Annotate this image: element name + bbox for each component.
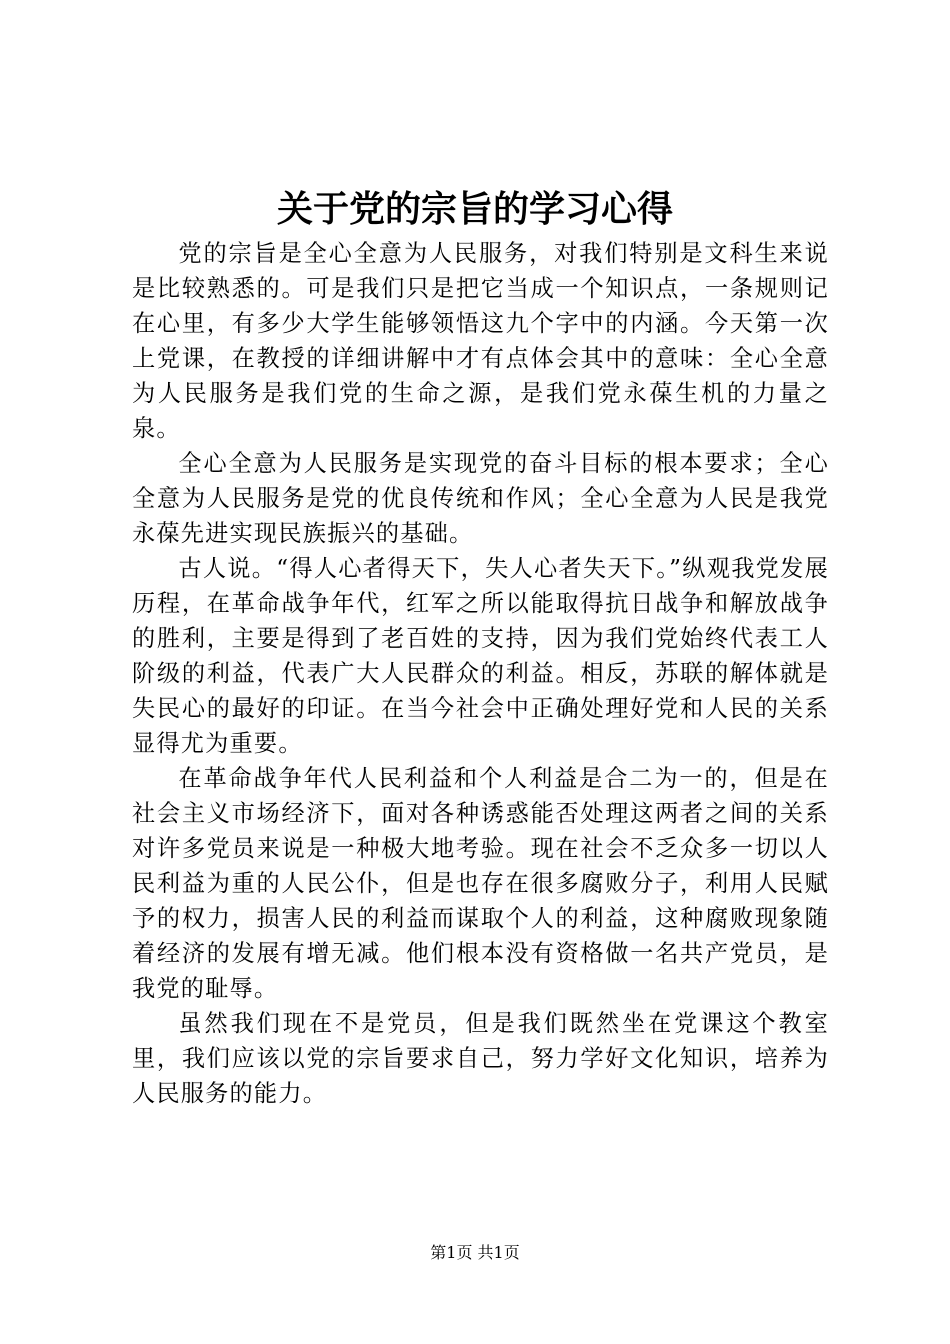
paragraph-5: 虽然我们现在不是党员，但是我们既然坐在党课这个教室里，我们应该以党的宗旨要求自己，努力学好文化知识，培养为人民服务的能力。 [132, 1010, 829, 1107]
paragraph-2: 全心全意为人民服务是实现党的奋斗目标的根本要求；全心全意为人民服务是党的优良传统和作风；全心全意为人民是我党永葆先进实现民族振兴的基础。 [132, 450, 829, 547]
document-body [132, 236, 829, 1111]
document-title: 关于党的宗旨的学习心得 [276, 188, 673, 230]
paragraph-1: 党的宗旨是全心全意为人民服务，对我们特别是文科生来说是比较熟悉的。可是我们只是把它当成一个知识点，一条规则记在心里，有多少大学生能够领悟这九个字中的内涵。今天第一次上党课，在教授的详细讲解中才有点体会其中的意味：全心全意为人民服务是我们党的生命之源，是我们党永葆生机的力量之泉。 [132, 240, 829, 442]
paragraph-4: 在革命战争年代人民利益和个人利益是合二为一的，但是在社会主义市场经济下，面对各种诱惑能否处理这两者之间的关系对许多党员来说是一种极大地考验。现在社会不乏众多一切以人民利益为重的人民公仆，但是也存在很多腐败分子，利用人民赋予的权力，损害人民的利益而谋取个人的利益，这种腐败现象随着经济的发展有增无减。他们根本没有资格做一名共产党员，是我党的耻辱。 [132, 765, 829, 1002]
page-footer: 第1页 共1页 [430, 1243, 520, 1262]
paragraph-3: 古人说。“得人心者得天下，失人心者失天下。”纵观我党发展历程，在革命战争年代，红军之所以能取得抗日战争和解放战争的胜利，主要是得到了老百姓的支持，因为我们党始终代表工人阶级的利益，代表广大人民群众的利益。相反，苏联的解体就是失民心的最好的印证。在当今社会中正确处理好党和人民的关系显得尤为重要。 [132, 555, 829, 757]
